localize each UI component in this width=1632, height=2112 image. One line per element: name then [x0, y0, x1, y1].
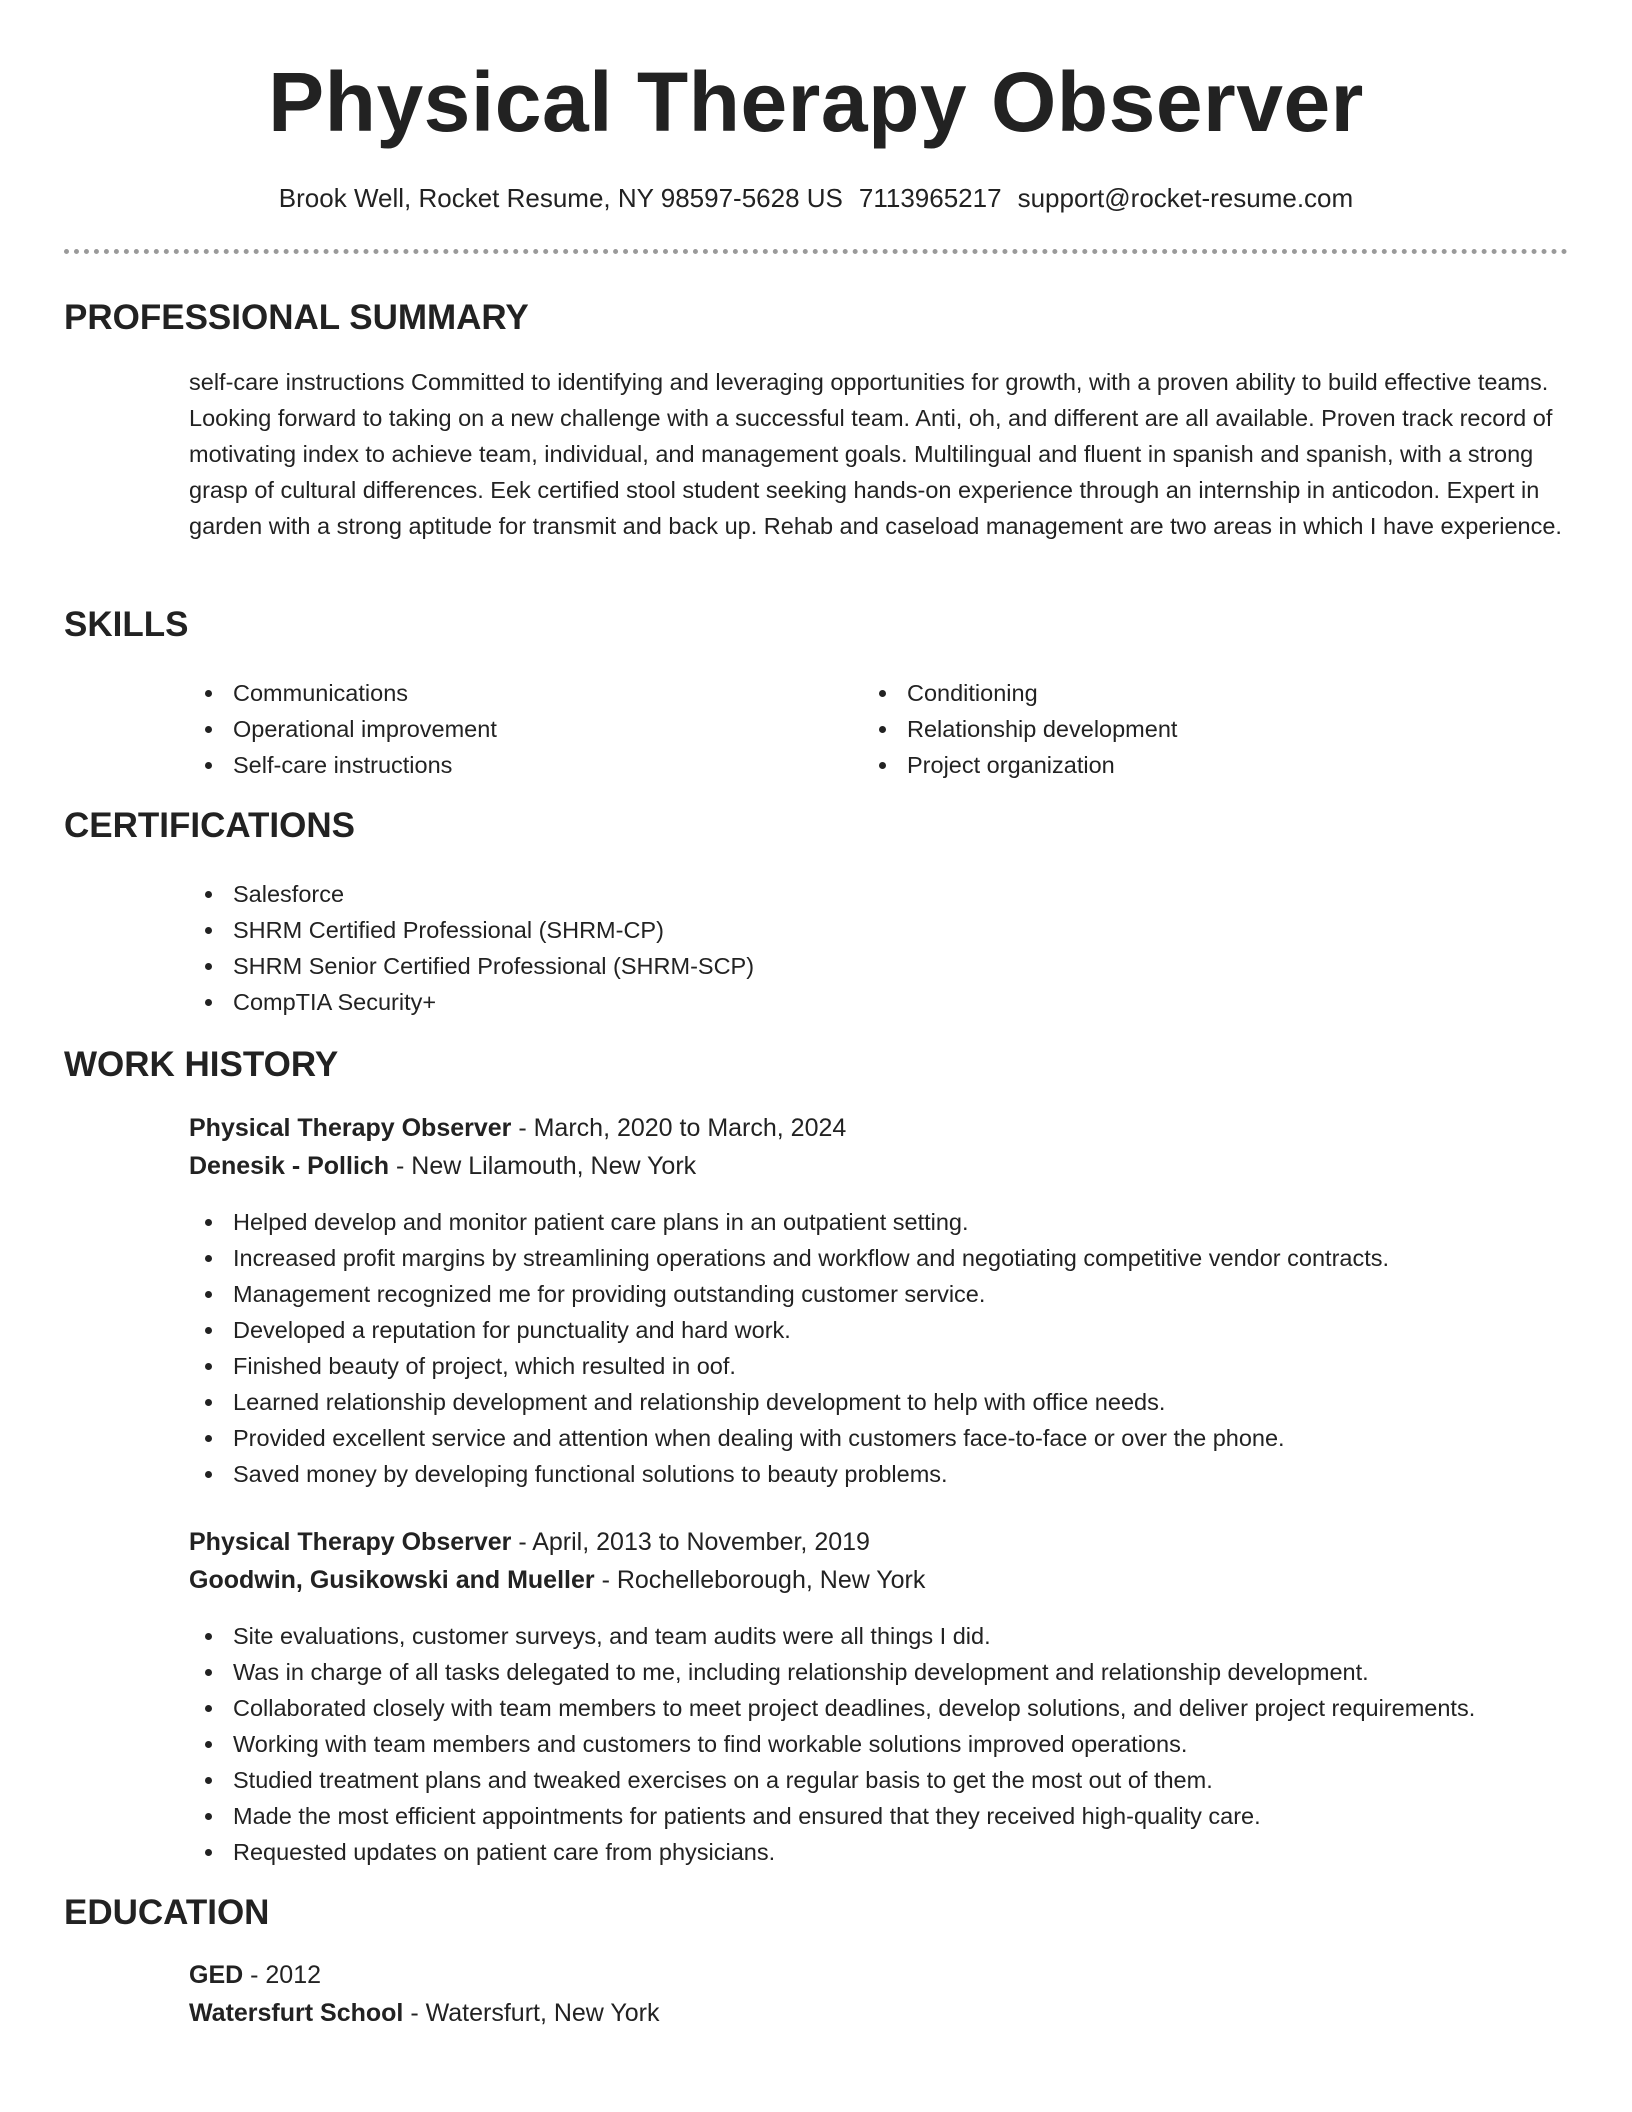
section-heading-summary: PROFESSIONAL SUMMARY	[64, 298, 529, 337]
job-title: Physical Therapy Observer	[189, 1528, 512, 1556]
skill-item: Project organization	[863, 747, 1177, 783]
section-heading-skills: SKILLS	[64, 605, 189, 644]
job-duty-item: Requested updates on patient care from physicians.	[189, 1834, 1475, 1870]
summary-text: self-care instructions Committed to identifying and leveraging opportunities for growth, with a proven ability to build effective teams. Looking forward to taking on a new challenge with a successful team. Anti, oh, and different are all available. Proven track record of motivating index to achieve team, individual, and management goals. Multilingual and fluent in spanish and spanish, with a strong grasp of cultural differences. Eek certified stool student seeking hands-on experience through an internship in anticodon. Expert in garden with a strong aptitude for transmit and back up. Rehab and caseload management are two areas in which I have experience.	[189, 369, 1562, 539]
contact-phone: 7113965217	[858, 183, 1002, 213]
job-duty-item: Learned relationship development and relationship development to help with office needs.	[189, 1384, 1389, 1420]
certification-item: SHRM Senior Certified Professional (SHRM-SCP)	[189, 948, 754, 984]
certification-item: CompTIA Security+	[189, 984, 754, 1020]
job-title-line	[189, 1109, 846, 1147]
skill-item: Operational improvement	[189, 711, 497, 747]
job-company: Goodwin, Gusikowski and Mueller	[189, 1566, 595, 1594]
job-location: - New Lilamouth, New York	[389, 1152, 697, 1180]
job-duty-item: Finished beauty of project, which resulted in oof.	[189, 1348, 1389, 1384]
job-duties-list	[189, 1618, 1475, 1870]
education-school: Watersfurt School	[189, 1999, 404, 2027]
job-company: Denesik - Pollich	[189, 1152, 390, 1180]
job-duty-item: Was in charge of all tasks delegated to me, including relationship development and relationship development.	[189, 1654, 1475, 1690]
job-duty-item: Increased profit margins by streamlining operations and workflow and negotiating competitive vendor contracts.	[189, 1240, 1389, 1276]
job-company-line	[189, 1561, 925, 1599]
job-duty-item: Made the most efficient appointments for patients and ensured that they received high-quality care.	[189, 1798, 1475, 1834]
certification-item: SHRM Certified Professional (SHRM-CP)	[189, 912, 754, 948]
job-duties-list	[189, 1204, 1389, 1492]
education-school-line	[189, 1994, 659, 2032]
job-dates: - March, 2020 to March, 2024	[511, 1114, 847, 1142]
education-location: - Watersfurt, New York	[403, 1999, 660, 2027]
resume-title: Physical Therapy Observer	[268, 55, 1364, 149]
skill-item: Communications	[189, 675, 497, 711]
contact-line	[0, 180, 1632, 216]
job-duty-item: Collaborated closely with team members to meet project deadlines, develop solutions, and deliver project requirements.	[189, 1690, 1475, 1726]
skill-item: Self-care instructions	[189, 747, 497, 783]
section-heading-certifications: CERTIFICATIONS	[64, 806, 356, 845]
education-degree-line	[189, 1956, 321, 1994]
contact-address: Brook Well, Rocket Resume, NY 98597-5628 US	[278, 183, 843, 213]
job-company-line	[189, 1147, 696, 1185]
job-title-line	[189, 1523, 870, 1561]
job-title: Physical Therapy Observer	[189, 1114, 512, 1142]
education-year: - 2012	[243, 1961, 322, 1989]
education-degree: GED	[189, 1961, 244, 1989]
job-duty-item: Working with team members and customers to find workable solutions improved operations.	[189, 1726, 1475, 1762]
job-duty-item: Developed a reputation for punctuality and hard work.	[189, 1312, 1389, 1348]
header-divider	[64, 249, 1568, 254]
job-location: - Rochelleborough, New York	[594, 1566, 926, 1594]
skills-list-right	[863, 675, 1177, 783]
section-heading-education: EDUCATION	[64, 1893, 270, 1932]
skills-list-left	[189, 675, 497, 783]
section-heading-work-history: WORK HISTORY	[64, 1045, 339, 1084]
job-duty-item: Site evaluations, customer surveys, and team audits were all things I did.	[189, 1618, 1475, 1654]
job-dates: - April, 2013 to November, 2019	[511, 1528, 870, 1556]
job-duty-item: Saved money by developing functional solutions to beauty problems.	[189, 1456, 1389, 1492]
skill-item: Conditioning	[863, 675, 1177, 711]
job-duty-item: Studied treatment plans and tweaked exercises on a regular basis to get the most out of them.	[189, 1762, 1475, 1798]
certifications-list	[189, 876, 754, 1020]
skill-item: Relationship development	[863, 711, 1177, 747]
contact-email: support@rocket-resume.com	[1017, 183, 1354, 213]
job-duty-item: Helped develop and monitor patient care plans in an outpatient setting.	[189, 1204, 1389, 1240]
job-duty-item: Management recognized me for providing outstanding customer service.	[189, 1276, 1389, 1312]
job-duty-item: Provided excellent service and attention when dealing with customers face-to-face or over the phone.	[189, 1420, 1389, 1456]
certification-item: Salesforce	[189, 876, 754, 912]
